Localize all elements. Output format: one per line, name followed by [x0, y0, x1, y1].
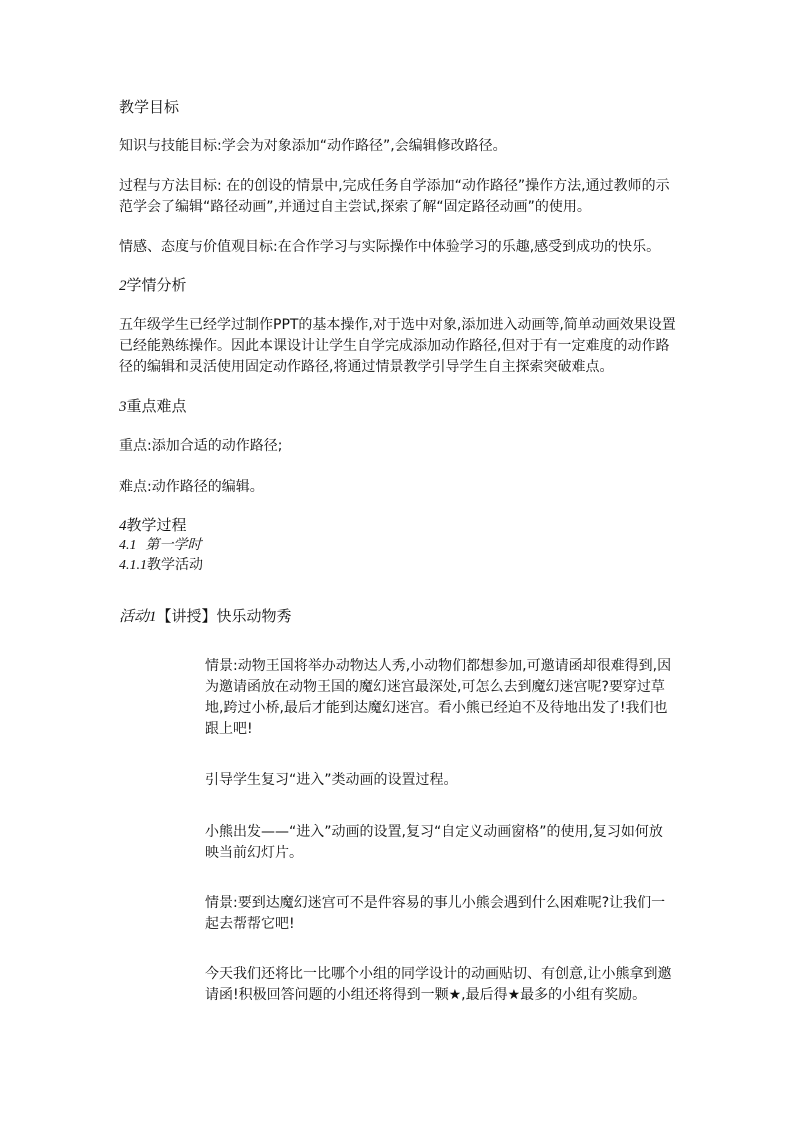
activity-title: 【讲授】快乐动物秀 — [156, 607, 292, 625]
emotion-objective: 情感、态度与价值观目标:在合作学习与实际操作中体验学习的乐趣,感受到成功的快乐。 — [119, 239, 661, 255]
key-points-title: 重点难点 — [126, 397, 187, 415]
activity-scenario-1: 情景:动物王国将举办动物达人秀,小动物们都想参加,可邀请函却很难得到,因为邀请函放在动物王国的魔幻迷宫最深处,可怎么去到魔幻迷宫呢?要穿过草地,跨过小桥,最后才能到达魔幻迷宫。看小熊已经迫不及待地出发了!我们也跟上吧! — [205, 658, 672, 737]
process-title: 教学过程 — [126, 516, 187, 534]
activity-bear-start: 小熊出发——“进入”动画的设置,复习“自定义动画窗格”的使用,复习如何放映当前幻灯片。 — [205, 824, 663, 861]
analysis-heading — [119, 275, 679, 297]
knowledge-objective: 知识与技能目标:学会为对象添加“动作路径”,会编辑修改路径。 — [119, 138, 507, 154]
objectives-heading: 教学目标 — [119, 98, 180, 116]
activity-competition: 今天我们还将比一比哪个小组的同学设计的动画贴切、有创意,让小熊拿到邀请函!积极回答问题的小组还将得到一颗★,最后得★最多的小组有奖励。 — [205, 966, 672, 1003]
teaching-activity-number: 4.1.1 — [119, 558, 147, 573]
activity-scenario-2: 情景:要到达魔幻迷宫可不是件容易的事儿小熊会遇到什么困难呢?让我们一起去帮帮它吧! — [205, 895, 666, 932]
activity-prefix: 活动 — [119, 609, 150, 625]
activity-review-guide: 引导学生复习“进入”类动画的设置过程。 — [205, 772, 458, 788]
teaching-activity-heading — [119, 555, 679, 576]
analysis-number: 2 — [119, 278, 127, 294]
analysis-title: 学情分析 — [126, 276, 187, 294]
activity-number: 1 — [149, 609, 157, 625]
difficult-point-text: 难点:动作路径的编辑。 — [119, 479, 264, 495]
teaching-activity-label: 教学活动 — [147, 557, 203, 573]
analysis-text: 五年级学生已经学过制作PPT的基本操作,对于选中对象,添加进入动画等,简单动画效果设置已经能熟练操作。因此本课设计让学生自学完成添加动作路径,但对于有一定难度的动作路径的编辑和灵活使用固定动作路径,将通过情景教学引导学生自主探索突破难点。 — [119, 317, 676, 375]
process-objective: 过程与方法目标: 在的创设的情景中,完成任务自学添加“动作路径”操作方法,通过教师的示范学会了编辑“路径动画”,并通过自主尝试,探索了解“固定路径动画”的使用。 — [119, 178, 670, 215]
process-heading — [119, 515, 679, 537]
first-lesson-label: 第一学时 — [145, 538, 202, 553]
first-lesson-number: 4.1 — [119, 538, 137, 553]
key-points-number: 3 — [119, 399, 127, 415]
key-points-heading — [119, 396, 679, 418]
process-number: 4 — [119, 518, 127, 534]
activity-heading — [119, 606, 679, 628]
first-lesson-heading — [119, 535, 679, 556]
key-point-text: 重点:添加合适的动作路径; — [119, 438, 283, 454]
